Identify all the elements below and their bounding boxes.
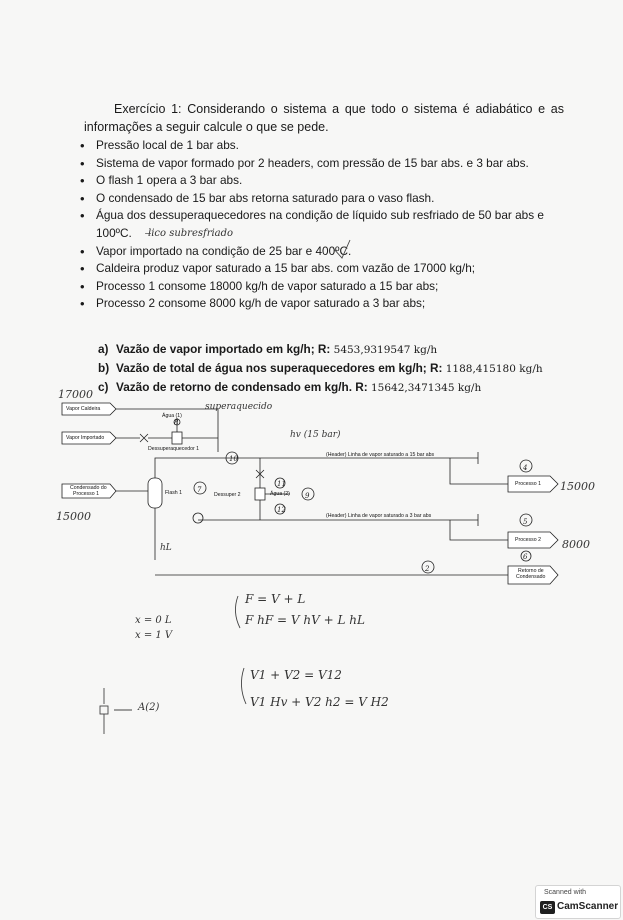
question-text: Vazão de vapor importado em kg/h; R: — [116, 342, 334, 356]
note-x0: x = 0 L — [135, 615, 172, 626]
note-15000-left: 15000 — [56, 510, 91, 523]
note-hv15: hv (15 bar) — [290, 430, 341, 440]
question-label: a) — [98, 342, 109, 356]
agua1-label: Água (1) — [162, 413, 182, 419]
note-a21: A(2) — [138, 702, 160, 713]
question-label: b) — [98, 361, 110, 375]
question-answer: 5453,9319547 kg/h — [333, 344, 438, 356]
dessuper1-label: Dessuperaquecedor 1 — [148, 446, 200, 452]
header3-label: (Header) Linha de vapor saturado a 3 bar abs — [326, 513, 432, 519]
condition-item: • Pressão local de 1 bar abs. — [80, 137, 570, 155]
condition-item: • Caldeira produz vapor saturado a 15 bar abs. com vazão de 17000 kg/h; — [80, 260, 570, 278]
note-superaquecido: superaquecido — [205, 402, 273, 412]
note-mass-balance-2: V1 + V2 = V12 — [250, 668, 342, 682]
note-15000-right: 15000 — [560, 480, 595, 493]
note-energy-balance-1: F hF = V hV + L hL — [245, 613, 365, 627]
note-hl: hL — [160, 543, 172, 553]
svg-text:7: 7 — [197, 486, 202, 494]
note-8000: 8000 — [562, 538, 590, 551]
svg-text:12: 12 — [277, 506, 286, 514]
condensado-label-2: Processo 1 — [73, 491, 99, 497]
retorno-label-2: Condensado — [516, 574, 546, 580]
svg-text:10: 10 — [229, 455, 238, 463]
camscanner-badge — [535, 885, 621, 919]
camscanner-brand: CamScanner — [557, 901, 619, 912]
note-17000: 17000 — [58, 388, 93, 401]
exercise-title-text: Exercício 1: Considerando o sistema a que todo o sistema é adiabático e as informações a seguir calcule o que se pede. — [84, 102, 564, 134]
note-sub-resfriado: l̶ico subresfriado — [148, 228, 234, 239]
processo1-label: Processo 1 — [515, 481, 541, 487]
camscanner-logo-icon: CS — [540, 901, 555, 914]
vapor-caldeira-label: Vapor Caldeira — [66, 406, 101, 412]
question-answer: 15642,3471345 kg/h — [371, 382, 482, 394]
condition-item: • O flash 1 opera a 3 bar abs. — [80, 172, 570, 190]
svg-text:9: 9 — [305, 492, 310, 500]
svg-text:4: 4 — [523, 464, 528, 472]
retorno-label-1: Retorno de — [518, 568, 544, 574]
dessuper2-label: Dessuper 2 — [214, 492, 241, 498]
svg-text:8: 8 — [174, 419, 179, 427]
question-label: c) — [98, 380, 109, 394]
svg-text:6: 6 — [523, 553, 528, 561]
condition-item: • Processo 2 consome 8000 kg/h de vapor saturado a 3 bar abs; — [80, 295, 570, 313]
question-text: Vazão de retorno de condensado em kg/h. R: — [116, 380, 371, 394]
condition-item: • Vapor importado na condição de 25 bar e 400ºC. — [80, 243, 570, 261]
condition-item: • Processo 1 consome 18000 kg/h de vapor saturado a 15 bar abs; — [80, 278, 570, 296]
processo2-label: Processo 2 — [515, 537, 541, 543]
svg-text:11: 11 — [277, 480, 286, 488]
agua2-label: Água (2) — [270, 491, 290, 497]
question-answer: 1188,415180 kg/h — [445, 363, 543, 375]
condition-item: • Sistema de vapor formado por 2 headers, com pressão de 15 bar abs. e 3 bar abs. — [80, 155, 570, 173]
vapor-importado-label: Vapor Importado — [66, 435, 105, 441]
svg-text:5: 5 — [523, 518, 528, 526]
condition-item: • O condensado de 15 bar abs retorna saturado para o vaso flash. — [80, 190, 570, 208]
header15-label: (Header) Linha de vapor saturado a 15 bar abs — [326, 452, 435, 458]
question-text: Vazão de total de água nos superaquecedores em kg/h; R: — [116, 361, 446, 375]
note-energy-balance-2: V1 Hv + V2 h2 = V H2 — [250, 695, 389, 709]
scanned-with-text: Scanned with — [544, 889, 587, 896]
condition-item: • Água dos dessuperaquecedores na condição de líquido sub resfriado de 50 bar abs e 100ºC. — [80, 207, 570, 242]
condensado-label-1: Condensado do — [70, 485, 107, 491]
svg-text:2: 2 — [425, 565, 430, 573]
flash1-label: Flash 1 — [165, 490, 183, 496]
note-mass-balance-1: F = V + L — [245, 592, 306, 606]
note-x1: x = 1 V — [135, 630, 173, 641]
